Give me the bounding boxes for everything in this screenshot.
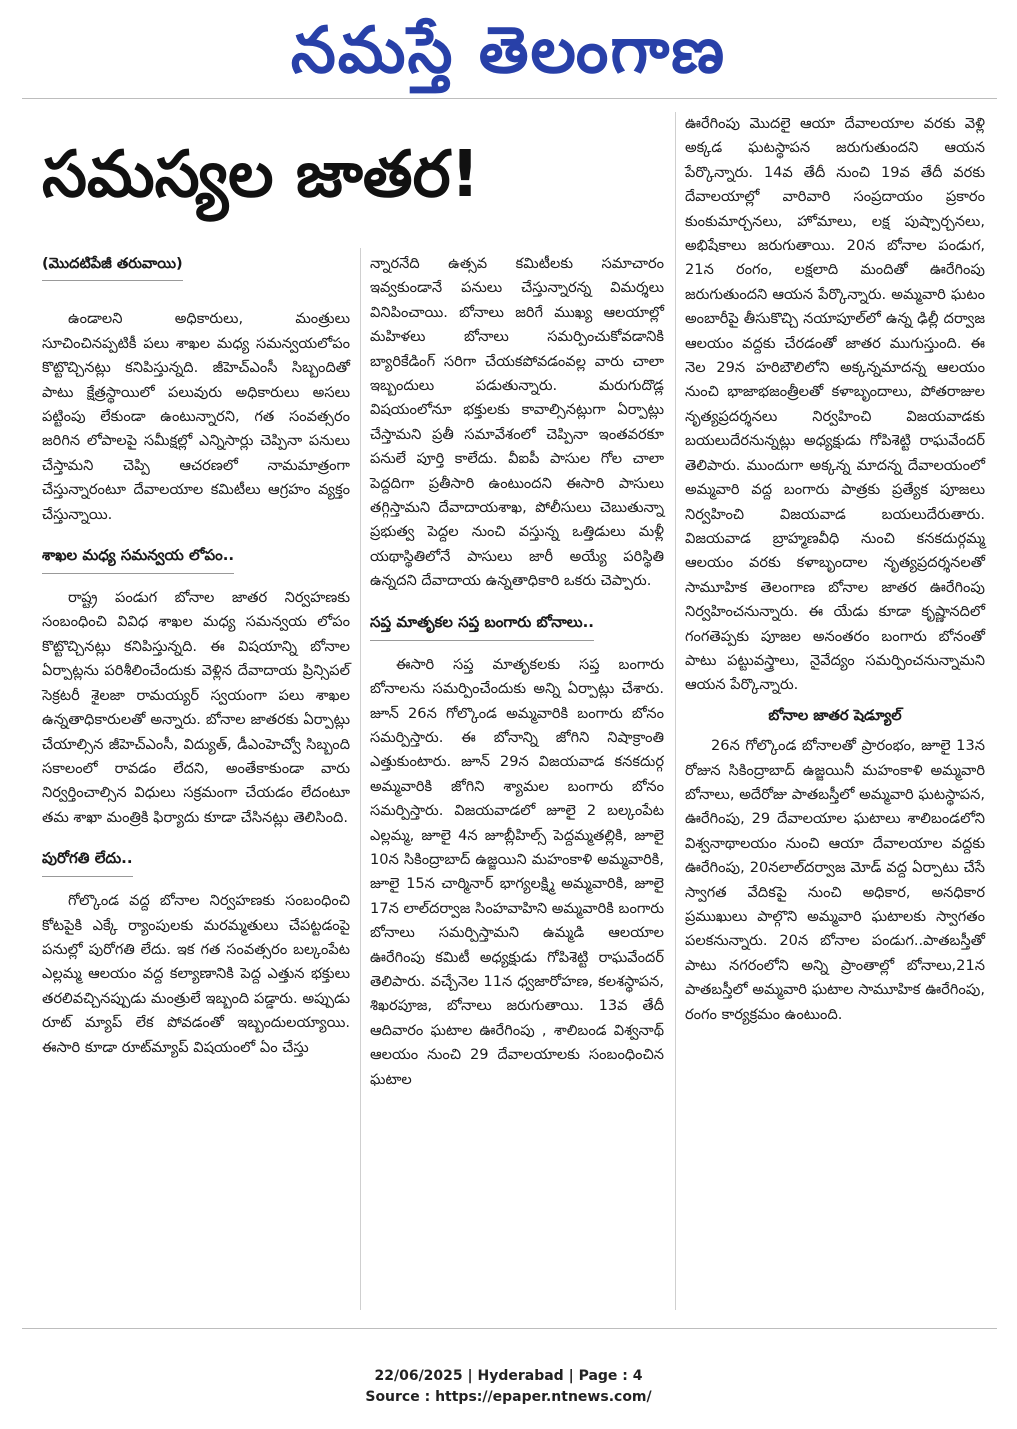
paragraph: న్నారనేది ఉత్సవ కమిటీలకు సమాచారం ఇవ్వకుండానే పనులు చేస్తున్నారన్న విమర్శలు వినిపించాయి. బోనాలు జరిగే ముఖ్య ఆలయాల్లో మహిళలు బోనాలు సమర్పించుకోవడానికి బ్యారికేడింగ్ సరిగా చేయకపోవడంవల్ల వారు చాలా ఇబ్బందులు పడుతున్నారు. మరుగుదొడ్ల విషయంలోనూ భక్తులకు కావాల్సినట్లుగా ఏర్పాట్లు చేస్తామని ప్రతీ సమావేశంలో చెప్పినా ఇంతవరకూ పనులే పూర్తి కాలేదు. వీఐపీ పాసుల గోల చాలా పెద్దదిగా ప్రతీసారి ఉంటుందని ఈసారి పాసులు తగ్గిస్తామని దేవాదాయశాఖ, పోలీసులు చెబుతున్నా ప్రభుత్వ పెద్దల నుంచి వస్తున్న ఒత్తిడులు మళ్లీ యథాస్థితిలోనే పాసులు జారీ అయ్యే పరిస్థితి ఉన్నదని దేవాదాయ ఉన్నతాధికారి ఒకరు చెప్పారు. [370, 255, 664, 590]
footer-date-page: 22/06/2025 | Hyderabad | Page : 4 [374, 1368, 643, 1384]
paragraph: రాష్ట్ర పండుగ బోనాల జాతర నిర్వహణకు సంబంధించి వివిధ శాఖల మధ్య సమన్వయ లోపం కొట్టొచ్చినట్లు కనిపిస్తున్నది. ఈ విషయాన్ని బోనాల ఏర్పాట్లను పరిశీలించేందుకు వెళ్లిన దేవాదాయ ప్రిన్సిపల్ సెక్రటరీ శైలజా రామయ్యర్ స్వయంగా పలు శాఖల ఉన్నతాధికారులతో అన్నారు. బోనాల జాతరకు ఏర్పాట్లు చేయాల్సిన జీహెచ్ఎంసీ, విద్యుత్, డీఎంహెచ్వో సిబ్బంది సకాలంలో రావడం లేదని, అంతేకాకుండా వారు నిర్వర్తించాల్సిన విధులు సక్రమంగా చేయడం లేదంటూ తమ శాఖా మంత్రికి ఫిర్యాదు కూడా చేసినట్లు తెలిసింది. [42, 589, 350, 826]
paragraph: గోల్కొండ వద్ద బోనాల నిర్వహణకు సంబంధించి కోటపైకి ఎక్కే ర్యాంపులకు మరమ్మతులు చేపట్టడంపై పనుల్లో పురోగతి లేదు. ఇక గత సంవత్సరం బల్కంపేట ఎల్లమ్మ ఆలయం వద్ద కల్యాణానికి పెద్ద ఎత్తున భక్తులు తరలివచ్చినప్పుడు మంత్రులే ఇబ్బంది పడ్డారు. అప్పుడు రూట్ మ్యాప్ లేక పోవడంతో ఇబ్బందులయ్యాయి. ఈసారి కూడా రూట్‌మ్యాప్ విషయంలో ఏం చేస్తు [42, 892, 350, 1056]
paragraph: ఈసారి సప్త మాతృకలకు సప్త బంగారు బోనాలను సమర్పించేందుకు అన్ని ఏర్పాట్లు చేశారు. జూన్ 26న గోల్కొండ అమ్మవారికి బంగారు బోనం సమర్పిస్తారు. ఈ బోనాన్ని జోగిని నిషాక్రాంతి ఎత్తుకుంటారు. జూన్ 29న విజయవాడ కనకదుర్గ అమ్మవారికి జోగిని శ్యామల బంగారు బోనం సమర్పిస్తారు. విజయవాడలో జూలై 2 బల్కంపేట ఎల్లమ్మ, జూలై 4న జూబ్లీహిల్స్ పెద్దమ్మతల్లికి, జూలై 10న సికింద్రాబాద్ ఉజ్జయిని మహంకాళి అమ్మవారికి, జూలై 15న చార్మినార్ భాగ్యలక్ష్మి అమ్మవారికి, జూలై 17న లాల్‌దర్వాజ సింహవాహిని అమ్మవారికి బంగారు బోనాలు సమర్పిస్తామని ఉమ్మడి ఆలయాల ఊరేగింపు కమిటీ అధ్యక్షుడు గోపిశెట్టి రాఘవేందర్ తెలిపారు. వచ్చేనెల 11న ధ్వజారోహణ, కలశస్థాపన, శిఖరపూజ, బోనాలు జరుగుతాయి. 13వ తేదీ ఆదివారం ఘటాల ఊరేగింపు , శాలిబండ విశ్వనాథ్ ఆలయం నుంచి 29 దేవాలయాలకు సంబంధించిన ఘటాల [370, 655, 664, 1088]
article-headline: సమస్యల జాతర! [42, 138, 480, 212]
schedule-heading: బోనాల జాతర షెడ్యూల్ [768, 706, 902, 724]
paragraph: 26న గోల్కొండ బోనాలతో ప్రారంభం, జూలై 13న రోజున సికింద్రాబాద్ ఉజ్జయినీ మహంకాళి అమ్మవారి బోనాలు, అదేరోజు పాతబస్తీలో అమ్మవారి ఘటస్థాపన, ఊరేగింపు, 29 దేవాలయాల ఘటాలు శాలిబండలోని విశ్వనాథాలయం నుంచి ఆయా దేవాలయాల వద్దకు ఊరేగింపు, 20నలాల్‌దర్వాజ మోడ్ వద్ద ఏర్పాటు చేసే స్వాగత వేదికపై నుంచి అధికార, అనధికార ప్రముఖులు పాల్గొని అమ్మవారి ఘటాలకు స్వాగతం పలకనున్నారు. 20న బోనాల పండుగ..పాతబస్తీతో పాటు నగరంలోని అన్ని ప్రాంతాల్లో బోనాలు,21న పాతబస్తీలో అమ్మవారి ఘటాల సామూహిక ఊరేగింపు, రంగం కార్యక్రమం ఉంటుంది. [685, 737, 985, 1023]
paragraph: ఉండాలని అధికారులు, మంత్రులు సూచించినప్పటికీ పలు శాఖల మధ్య సమన్వయలోపం కొట్టొచ్చినట్లు కనిపిస్తున్నది. జీహెచ్ఎంసీ సిబ్బందితో పాటు క్షేత్రస్థాయిలో పలువురు అధికారులు అసలు పట్టింపు లేకుండా ఉంటున్నారని, గత సంవత్సరం జరిగిన లోపాలపై సమీక్షల్లో ఎన్నిసార్లు చెప్పినా పనులు చేస్తామని చెప్పి ఆచరణలో నామమాత్రంగా చేస్తున్నారంటూ దేవాలయాల కమిటీలు ఆగ్రహం వ్యక్తం చేస్తున్నాయి. [42, 310, 350, 523]
article-column-3 [685, 112, 985, 1033]
subheading: సప్త మాతృకల సప్త బంగారు బోనాలు.. [370, 610, 594, 641]
footer-divider [22, 1328, 997, 1329]
continued-note: (మొదటిపేజీ తరువాయి) [42, 252, 183, 281]
column-divider [675, 112, 676, 1310]
article-column-2 [370, 252, 664, 1098]
newspaper-masthead: నమస్తే తెలంగాణ [290, 13, 727, 88]
article-column-1 [42, 252, 350, 1066]
masthead-divider [22, 98, 997, 99]
subheading: శాఖల మధ్య సమన్వయ లోపం.. [42, 543, 234, 574]
paragraph: ఊరేగింపు మొదలై ఆయా దేవాలయాల వరకు వెళ్లి అక్కడ ఘటస్థాపన జరుగుతుందని ఆయన పేర్కొన్నారు. 14వ తేదీ నుంచి 19వ తేదీ వరకు దేవాలయాల్లో వారివారి సంప్రదాయం ప్రకారం కుంకుమార్చనలు, హోమాలు, లక్ష పుష్పార్చనలు, అభిషేకాలు జరుగుతాయి. 20న బోనాల పండుగ, 21న రంగం, లక్షలాది మందితో ఊరేగింపు జరుగుతుందని ఆయన పేర్కొన్నారు. అమ్మవారి ఘటం అంబారీపై తీసుకొచ్చి నయాపూల్‌లో ఉన్న ఢిల్లీ దర్వాజ ఆలయం వద్దకు చేరడంతో జాతర ముగుస్తుంది. ఈ నెల 29న హరిబౌలిలోని అక్కన్నమాదన్న ఆలయం నుంచి భాజాభజంత్రీలతో కళాబృందాలు, పోతరాజుల నృత్యప్రదర్శనలు నిర్వహించి విజయవాడకు బయలుదేరనున్నట్లు అధ్యక్షుడు గోపిశెట్టి రాఘవేందర్ తెలిపారు. ముందుగా అక్కన్న మాదన్న దేవాలయంలో అమ్మవారి వద్ద బంగారు పాత్రకు ప్రత్యేక పూజలు నిర్వహించి విజయవాడ బయలుదేరుతారు. విజయవాడ బ్రాహ్మణవీధి నుంచి కనకదుర్గమ్మ ఆలయం వరకు కళాబృందాల నృత్యప్రదర్శనలతో సామూహిక తెలంగాణ బోనాల జాతర ఊరేగింపు నిర్వహించనున్నారు. ఈ యేడు కూడా కృష్ణానదిలో గంగతెప్పకు పూజల అనంతరం బంగారు బోనంతో పాటు పట్టువస్త్రాలు, నైవేద్యం సమర్పించనున్నామని ఆయన పేర్కొన్నారు. [685, 115, 985, 694]
footer-source: Source : https://epaper.ntnews.com/ [365, 1389, 652, 1405]
column-divider [360, 248, 361, 1310]
subheading: పురోగతి లేదు.. [42, 846, 133, 877]
